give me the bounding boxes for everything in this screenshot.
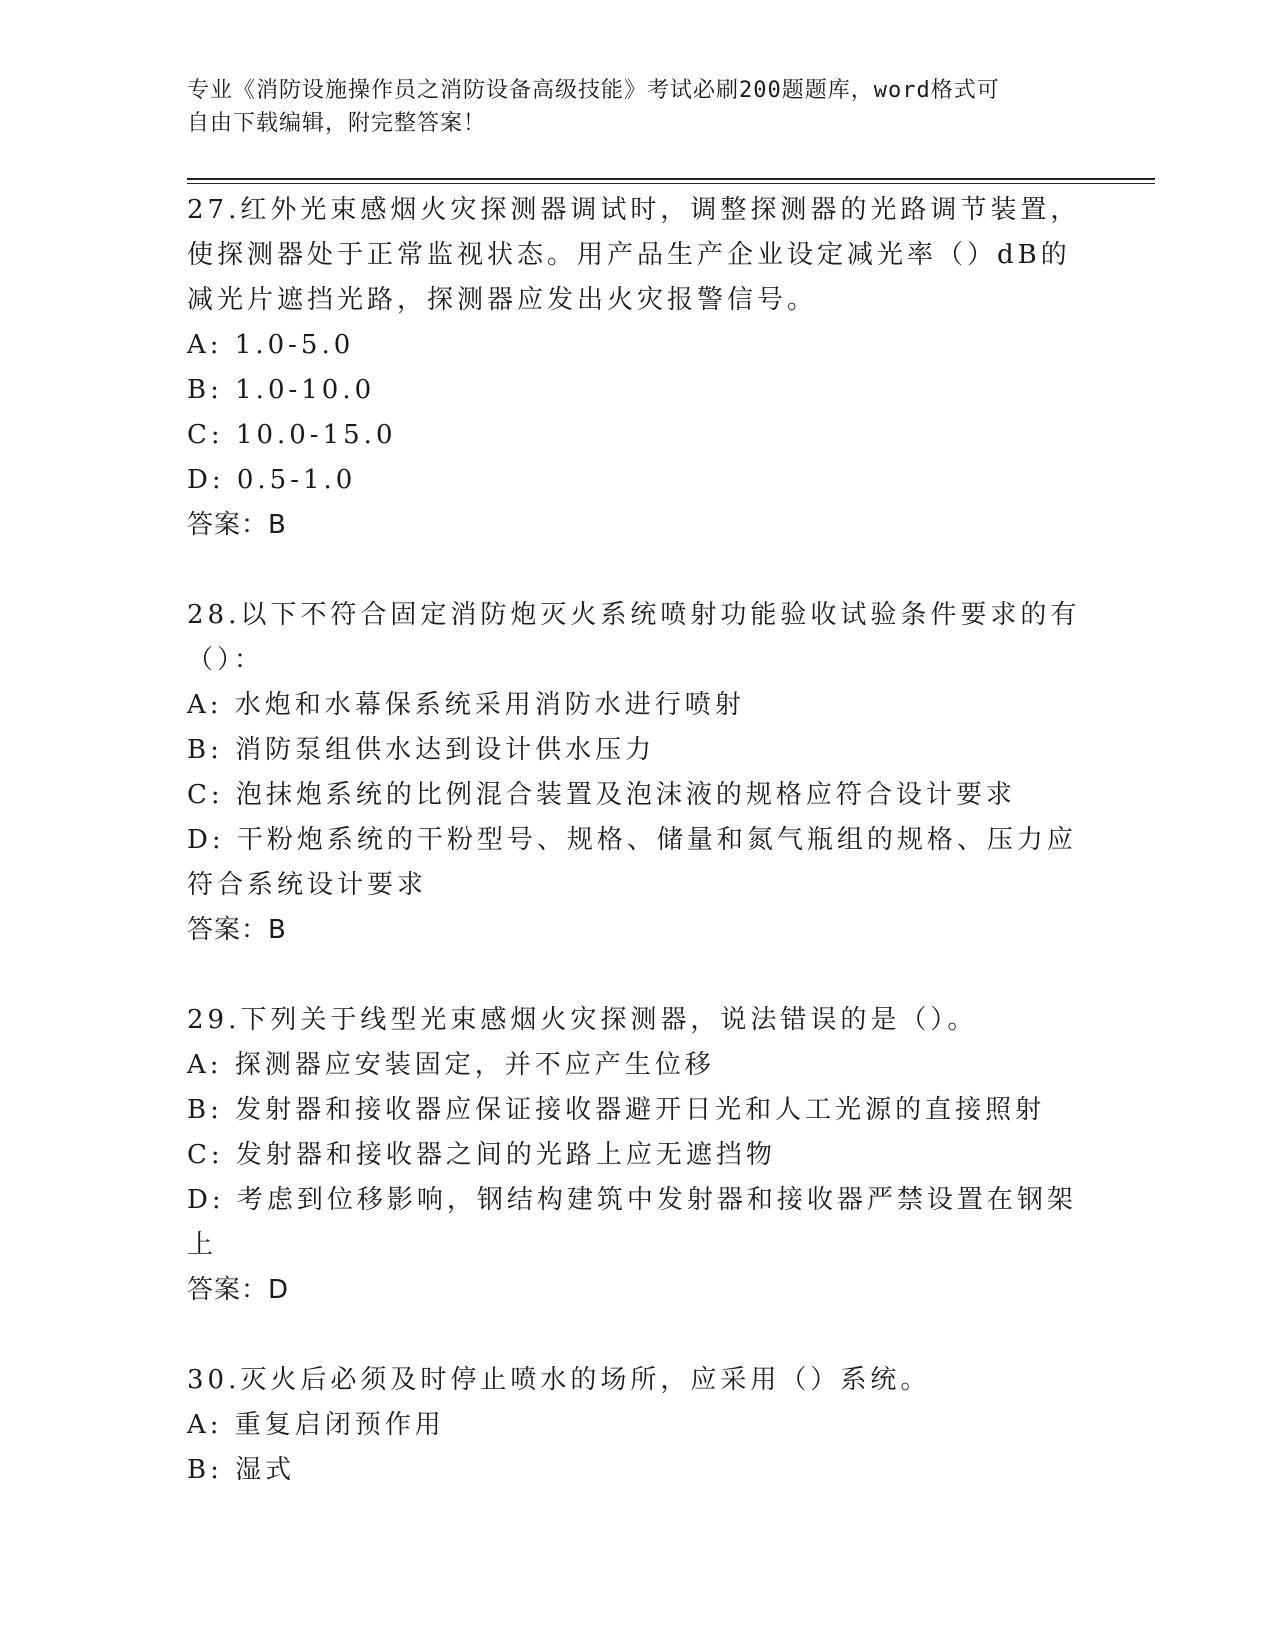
document-header [187,74,1067,140]
option-d: D: 0.5-1.0 [187,465,357,495]
option-b: B: 湿式 [187,1455,296,1485]
answer-label: 答案：D [187,1275,290,1305]
option-a: A: 1.0-5.0 [187,330,355,360]
option-c: C: 发射器和接收器之间的光路上应无遮挡物 [187,1140,776,1170]
option-d: D: 干粉炮系统的干粉型号、规格、储量和氮气瓶组的规格、压力应符合系统设计要求 [187,825,1077,900]
option-c: C: 10.0-15.0 [187,420,397,450]
question-30 [187,1358,1087,1493]
option-d: D: 考虑到位移影响，钢结构建筑中发射器和接收器严禁设置在钢架上 [187,1185,1077,1260]
question-28 [187,593,1087,953]
answer-label: 答案：B [187,915,287,945]
header-divider [187,178,1155,184]
option-a: A: 探测器应安装固定，并不应产生位移 [187,1050,715,1080]
option-c: C: 泡抹炮系统的比例混合装置及泡沫液的规格应符合设计要求 [187,780,1016,810]
option-b: B: 消防泵组供水达到设计供水压力 [187,735,656,765]
question-stem: 30.灭火后必须及时停止喷水的场所，应采用（）系统。 [187,1365,931,1395]
question-stem: 27.红外光束感烟火灾探测器调试时，调整探测器的光路调节装置，使探测器处于正常监视状态。用产品生产企业设定减光率（）dB的减光片遮挡光路，探测器应发出火灾报警信号。 [187,195,1081,315]
answer-label: 答案：B [187,510,287,540]
option-b: B: 发射器和接收器应保证接收器避开日光和人工光源的直接照射 [187,1095,1046,1125]
question-stem: 28.以下不符合固定消防炮灭火系统喷射功能验收试验条件要求的有（）： [187,600,1081,675]
question-stem: 29.下列关于线型光束感烟火灾探测器，说法错误的是（）。 [187,1005,978,1035]
option-a: A: 水炮和水幕保系统采用消防水进行喷射 [187,690,745,720]
header-line-2: 自由下载编辑，附完整答案！ [187,111,487,136]
header-line-1: 专业《消防设施操作员之消防设备高级技能》考试必刷200题题库，word格式可 [187,78,1000,103]
option-a: A: 重复启闭预作用 [187,1410,445,1440]
option-b: B: 1.0-10.0 [187,375,376,405]
question-27 [187,188,1087,548]
question-list [187,188,1087,1538]
question-29 [187,998,1087,1313]
